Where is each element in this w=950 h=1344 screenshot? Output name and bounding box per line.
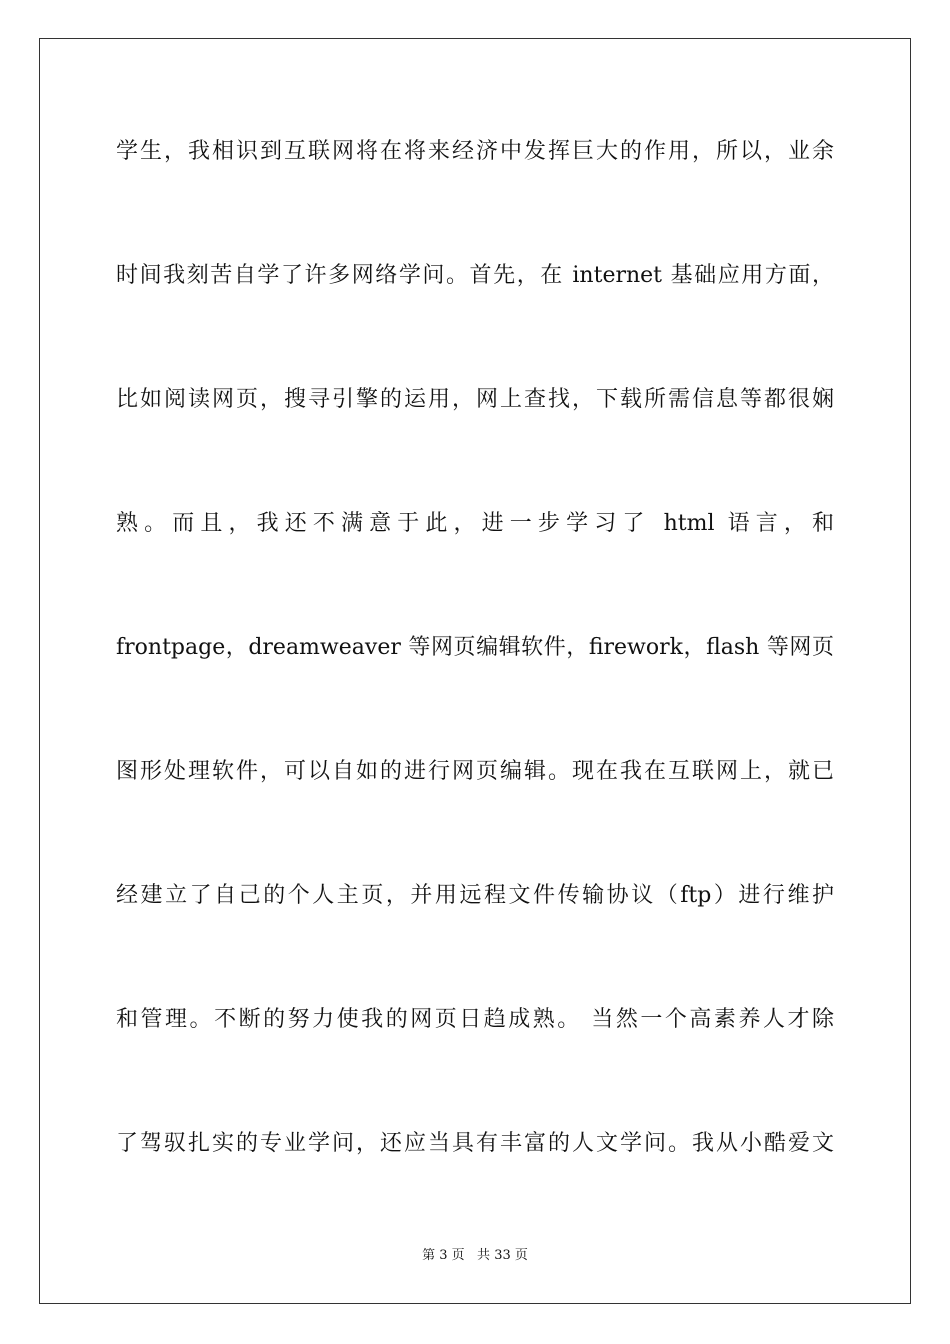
page-number-footer: 第 3 页 共 33 页 — [422, 1248, 528, 1263]
body-text-line: frontpage，dreamweaver 等网页编辑软件，firework，flash 等网页 — [116, 635, 834, 660]
body-text-line: 和管理。不断的努力使我的网页日趋成熟。 当然一个高素养人才除 — [116, 1007, 834, 1032]
body-text-line: 比如阅读网页，搜寻引擎的运用，网上查找，下载所需信息等都很娴 — [116, 387, 834, 412]
body-text-line: 经建立了自己的个人主页，并用远程文件传输协议（ftp）进行维护 — [116, 883, 834, 908]
body-text-line: 学生，我相识到互联网将在将来经济中发挥巨大的作用，所以，业余 — [116, 139, 834, 164]
body-text-line: 图形处理软件，可以自如的进行网页编辑。现在我在互联网上，就已 — [116, 759, 834, 784]
body-text-line: 时间我刻苦自学了许多网络学问。首先，在 internet 基础应用方面， — [116, 263, 834, 288]
body-text-line: 了驾驭扎实的专业学问，还应当具有丰富的人文学问。我从小酷爱文 — [116, 1131, 834, 1156]
body-text-line: 熟。而且，我还不满意于此，进一步学习了 html 语言，和 — [116, 511, 834, 536]
page-border — [39, 38, 911, 1304]
